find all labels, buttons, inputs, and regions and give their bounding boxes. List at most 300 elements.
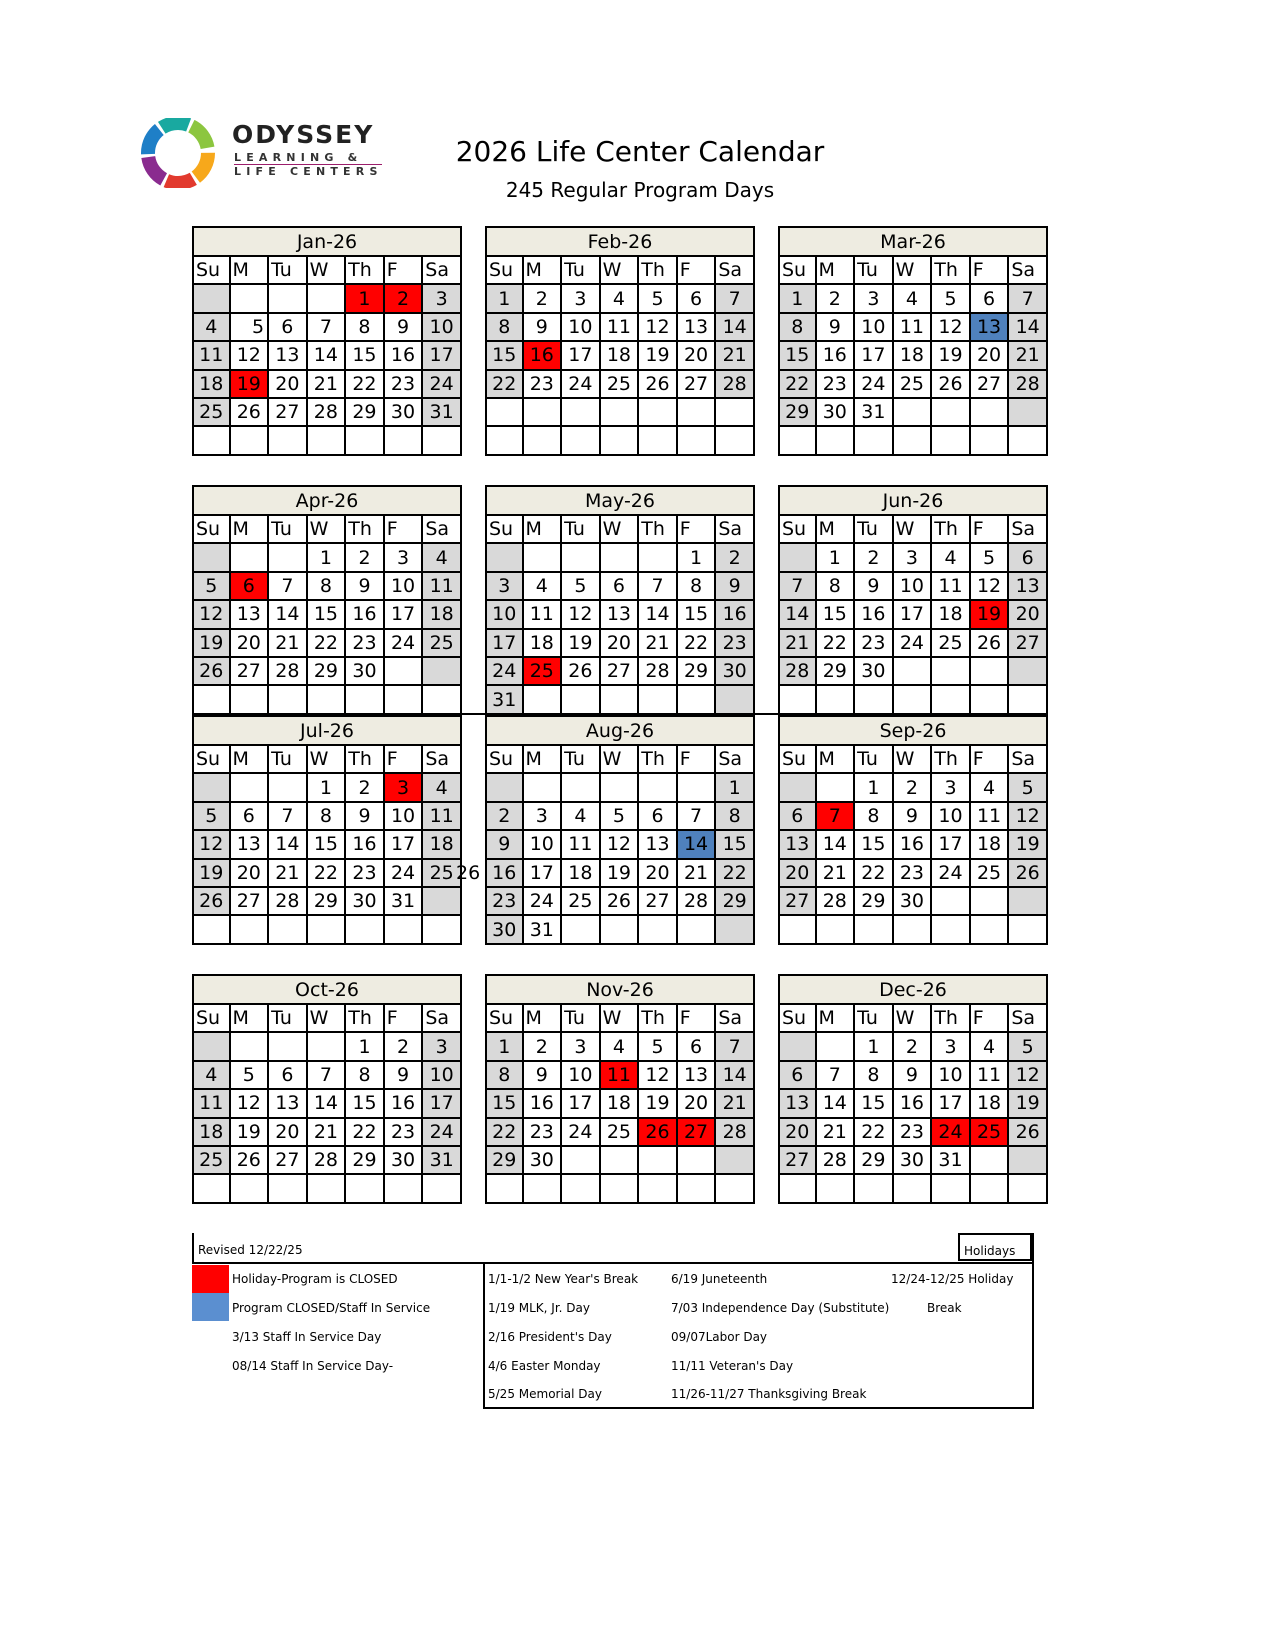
weekday-label: M bbox=[230, 745, 269, 773]
day-cell: 16 bbox=[384, 1089, 423, 1117]
day-cell: 7 bbox=[1008, 284, 1047, 312]
day-cell bbox=[970, 398, 1009, 426]
day-cell: 22 bbox=[715, 859, 754, 887]
day-cell bbox=[523, 685, 562, 713]
day-cell: 19 bbox=[638, 341, 677, 369]
day-cell: 6 bbox=[230, 572, 269, 600]
day-cell: 25 bbox=[970, 859, 1009, 887]
day-cell bbox=[779, 685, 816, 713]
day-cell: 24 bbox=[422, 1118, 461, 1146]
legend-right-rule bbox=[1032, 1233, 1034, 1409]
day-cell: 31 bbox=[422, 1146, 461, 1174]
day-cell bbox=[970, 1174, 1009, 1202]
weekday-label: F bbox=[677, 256, 716, 284]
month-block bbox=[485, 485, 755, 743]
day-cell: 13 bbox=[268, 1089, 307, 1117]
day-cell: 12 bbox=[970, 572, 1009, 600]
day-cell: 25 bbox=[893, 370, 932, 398]
holiday-item: 4/6 Easter Monday bbox=[488, 1359, 601, 1373]
day-cell bbox=[422, 915, 461, 943]
day-cell bbox=[422, 685, 461, 713]
month-title: Sep-26 bbox=[779, 716, 1047, 745]
day-cell: 22 bbox=[307, 859, 346, 887]
day-cell bbox=[779, 426, 816, 454]
weekday-label: W bbox=[600, 745, 639, 773]
day-cell: 14 bbox=[638, 600, 677, 628]
day-cell: 23 bbox=[893, 859, 932, 887]
day-cell bbox=[970, 657, 1009, 685]
day-cell: 28 bbox=[307, 398, 346, 426]
day-cell bbox=[268, 543, 307, 571]
day-cell bbox=[600, 773, 639, 801]
day-cell bbox=[600, 1146, 639, 1174]
day-cell: 17 bbox=[561, 1089, 600, 1117]
day-cell: 14 bbox=[307, 1089, 346, 1117]
weekday-label: W bbox=[600, 256, 639, 284]
weekday-label: Sa bbox=[715, 515, 754, 543]
day-cell bbox=[677, 1146, 716, 1174]
day-cell: 4 bbox=[970, 1032, 1009, 1060]
day-cell: 27 bbox=[638, 887, 677, 915]
day-cell bbox=[345, 1174, 384, 1202]
day-cell: 19 bbox=[193, 859, 230, 887]
day-cell bbox=[193, 915, 230, 943]
day-cell: 9 bbox=[893, 1061, 932, 1089]
day-cell: 19 bbox=[638, 1089, 677, 1117]
day-cell bbox=[931, 398, 970, 426]
day-cell: 8 bbox=[854, 1061, 893, 1089]
day-cell: 17 bbox=[384, 830, 423, 858]
day-cell: 17 bbox=[422, 341, 461, 369]
day-cell: 5 bbox=[193, 572, 230, 600]
weekday-label: Th bbox=[345, 256, 384, 284]
day-cell: 13 bbox=[779, 1089, 816, 1117]
day-cell: 31 bbox=[854, 398, 893, 426]
day-cell bbox=[779, 1174, 816, 1202]
day-cell: 11 bbox=[193, 341, 230, 369]
day-cell bbox=[600, 426, 639, 454]
day-cell: 8 bbox=[715, 802, 754, 830]
day-cell: 14 bbox=[1008, 313, 1047, 341]
day-cell bbox=[715, 685, 754, 713]
day-cell: 18 bbox=[600, 1089, 639, 1117]
day-cell bbox=[486, 543, 523, 571]
page-title: 2026 Life Center Calendar bbox=[455, 135, 825, 168]
day-cell: 26 bbox=[970, 629, 1009, 657]
day-cell: 28 bbox=[715, 1118, 754, 1146]
day-cell: 13 bbox=[638, 830, 677, 858]
day-cell: 24 bbox=[854, 370, 893, 398]
service-swatch bbox=[192, 1293, 229, 1321]
day-cell: 6 bbox=[779, 802, 816, 830]
day-cell: 28 bbox=[638, 657, 677, 685]
day-cell: 16 bbox=[854, 600, 893, 628]
day-cell: 10 bbox=[893, 572, 932, 600]
day-cell: 9 bbox=[345, 572, 384, 600]
day-cell: 7 bbox=[715, 1032, 754, 1060]
day-cell: 6 bbox=[779, 1061, 816, 1089]
day-cell: 4 bbox=[600, 1032, 639, 1060]
day-cell bbox=[193, 773, 230, 801]
day-cell: 18 bbox=[422, 830, 461, 858]
day-cell bbox=[931, 1174, 970, 1202]
day-cell bbox=[893, 426, 932, 454]
day-cell bbox=[422, 657, 461, 685]
day-cell: 2 bbox=[486, 802, 523, 830]
weekday-label: F bbox=[384, 745, 423, 773]
day-cell: 11 bbox=[600, 313, 639, 341]
day-cell: 11 bbox=[600, 1061, 639, 1089]
logo-subline-1: LEARNING & bbox=[234, 151, 363, 164]
day-cell: 6 bbox=[268, 1061, 307, 1089]
day-cell: 18 bbox=[193, 370, 230, 398]
day-cell bbox=[561, 915, 600, 943]
day-cell: 16 bbox=[486, 859, 523, 887]
day-cell: 12 bbox=[1008, 802, 1047, 830]
day-cell: 13 bbox=[600, 600, 639, 628]
day-cell: 10 bbox=[384, 572, 423, 600]
logo-subline-2: LIFE CENTERS bbox=[234, 165, 383, 178]
day-cell: 12 bbox=[193, 600, 230, 628]
day-cell: 2 bbox=[345, 773, 384, 801]
day-cell: 5 bbox=[193, 802, 230, 830]
month-title: Mar-26 bbox=[779, 227, 1047, 256]
weekday-label: F bbox=[970, 745, 1009, 773]
weekday-label: M bbox=[523, 256, 562, 284]
day-cell: 22 bbox=[816, 629, 855, 657]
day-cell bbox=[193, 1032, 230, 1060]
day-cell: 25 bbox=[931, 629, 970, 657]
day-cell: 20 bbox=[677, 1089, 716, 1117]
day-cell: 9 bbox=[486, 830, 523, 858]
day-cell: 15 bbox=[486, 1089, 523, 1117]
month-block bbox=[192, 485, 462, 743]
day-cell: 24 bbox=[931, 1118, 970, 1146]
day-cell: 20 bbox=[600, 629, 639, 657]
day-cell: 8 bbox=[779, 313, 816, 341]
day-cell: 8 bbox=[854, 802, 893, 830]
day-cell: 11 bbox=[931, 572, 970, 600]
day-cell: 29 bbox=[307, 887, 346, 915]
day-cell: 25 bbox=[600, 1118, 639, 1146]
day-cell: 10 bbox=[422, 1061, 461, 1089]
day-cell: 21 bbox=[268, 629, 307, 657]
day-cell: 21 bbox=[268, 859, 307, 887]
day-cell bbox=[486, 426, 523, 454]
weekday-label: Su bbox=[486, 515, 523, 543]
day-cell: 22 bbox=[345, 370, 384, 398]
month-block bbox=[485, 226, 755, 484]
weekday-label: F bbox=[677, 745, 716, 773]
day-cell: 7 bbox=[677, 802, 716, 830]
day-cell: 7 bbox=[715, 284, 754, 312]
month-title: Jul-26 bbox=[193, 716, 461, 745]
day-cell: 16 bbox=[345, 600, 384, 628]
month-block bbox=[778, 485, 1048, 743]
day-cell: 11 bbox=[422, 802, 461, 830]
day-cell: 26 bbox=[1008, 1118, 1047, 1146]
day-cell: 12 bbox=[638, 313, 677, 341]
day-cell bbox=[893, 398, 932, 426]
day-cell: 8 bbox=[486, 313, 523, 341]
day-cell: 12 bbox=[230, 1089, 269, 1117]
day-cell: 16 bbox=[893, 830, 932, 858]
month-block bbox=[778, 226, 1048, 484]
month-title: Apr-26 bbox=[193, 486, 461, 515]
day-cell: 22 bbox=[854, 859, 893, 887]
weekday-label: Th bbox=[638, 1004, 677, 1032]
day-cell bbox=[715, 398, 754, 426]
day-cell: 11 bbox=[893, 313, 932, 341]
day-cell bbox=[230, 773, 269, 801]
day-cell: 4 bbox=[523, 572, 562, 600]
day-cell: 19 bbox=[1008, 1089, 1047, 1117]
day-cell bbox=[1008, 657, 1047, 685]
day-cell: 23 bbox=[345, 629, 384, 657]
day-cell: 29 bbox=[779, 398, 816, 426]
day-cell: 3 bbox=[486, 572, 523, 600]
day-cell bbox=[230, 284, 269, 312]
day-cell: 30 bbox=[523, 1146, 562, 1174]
day-cell bbox=[893, 1174, 932, 1202]
day-cell: 16 bbox=[816, 341, 855, 369]
day-cell: 21 bbox=[816, 859, 855, 887]
day-cell: 3 bbox=[931, 773, 970, 801]
day-cell: 2 bbox=[816, 284, 855, 312]
day-cell: 8 bbox=[486, 1061, 523, 1089]
day-cell: 31 bbox=[486, 685, 523, 713]
weekday-label: Tu bbox=[854, 256, 893, 284]
day-cell bbox=[422, 426, 461, 454]
day-cell: 7 bbox=[816, 1061, 855, 1089]
day-cell bbox=[307, 685, 346, 713]
day-cell: 11 bbox=[970, 1061, 1009, 1089]
day-cell: 23 bbox=[816, 370, 855, 398]
day-cell: 9 bbox=[715, 572, 754, 600]
day-cell: 29 bbox=[854, 1146, 893, 1174]
weekday-label: W bbox=[307, 515, 346, 543]
holiday-item: 5/25 Memorial Day bbox=[488, 1387, 602, 1401]
day-cell: 12 bbox=[600, 830, 639, 858]
month-title: Feb-26 bbox=[486, 227, 754, 256]
day-cell: 2 bbox=[893, 1032, 932, 1060]
legend-staff-day-1: 3/13 Staff In Service Day bbox=[232, 1330, 382, 1344]
day-cell: 21 bbox=[816, 1118, 855, 1146]
day-cell: 4 bbox=[970, 773, 1009, 801]
day-cell bbox=[600, 398, 639, 426]
day-cell bbox=[1008, 887, 1047, 915]
day-cell: 7 bbox=[779, 572, 816, 600]
day-cell: 10 bbox=[486, 600, 523, 628]
day-cell bbox=[677, 685, 716, 713]
day-cell: 2 bbox=[384, 284, 423, 312]
day-cell bbox=[345, 685, 384, 713]
day-cell bbox=[523, 398, 562, 426]
weekday-label: F bbox=[384, 1004, 423, 1032]
weekday-label: W bbox=[893, 1004, 932, 1032]
day-cell: 3 bbox=[561, 284, 600, 312]
weekday-label: W bbox=[893, 745, 932, 773]
day-cell: 8 bbox=[307, 572, 346, 600]
day-cell: 21 bbox=[779, 629, 816, 657]
day-cell: 23 bbox=[384, 370, 423, 398]
day-cell bbox=[268, 426, 307, 454]
day-cell: 16 bbox=[523, 341, 562, 369]
day-cell: 18 bbox=[970, 1089, 1009, 1117]
day-cell: 16 bbox=[893, 1089, 932, 1117]
day-cell: 14 bbox=[715, 313, 754, 341]
day-cell: 23 bbox=[715, 629, 754, 657]
day-cell: 3 bbox=[384, 773, 423, 801]
day-cell: 21 bbox=[1008, 341, 1047, 369]
day-cell bbox=[1008, 426, 1047, 454]
weekday-label: Tu bbox=[268, 256, 307, 284]
day-cell: 3 bbox=[422, 284, 461, 312]
stray-number: 26 bbox=[456, 862, 481, 884]
weekday-label: M bbox=[230, 515, 269, 543]
day-cell bbox=[193, 1174, 230, 1202]
day-cell bbox=[931, 657, 970, 685]
day-cell: 27 bbox=[779, 887, 816, 915]
day-cell bbox=[268, 1174, 307, 1202]
weekday-label: Sa bbox=[715, 256, 754, 284]
day-cell: 15 bbox=[715, 830, 754, 858]
day-cell: 15 bbox=[486, 341, 523, 369]
day-cell: 8 bbox=[677, 572, 716, 600]
day-cell: 9 bbox=[384, 1061, 423, 1089]
revised-date: Revised 12/22/25 bbox=[198, 1243, 303, 1257]
day-cell: 22 bbox=[345, 1118, 384, 1146]
day-cell bbox=[970, 426, 1009, 454]
month-title: Dec-26 bbox=[779, 975, 1047, 1004]
day-cell bbox=[816, 1032, 855, 1060]
day-cell: 3 bbox=[561, 1032, 600, 1060]
day-cell: 11 bbox=[193, 1089, 230, 1117]
day-cell: 1 bbox=[307, 773, 346, 801]
day-cell bbox=[638, 773, 677, 801]
day-cell: 6 bbox=[230, 802, 269, 830]
day-cell: 1 bbox=[307, 543, 346, 571]
logo bbox=[140, 118, 390, 188]
day-cell: 23 bbox=[893, 1118, 932, 1146]
weekday-label: Tu bbox=[268, 1004, 307, 1032]
weekday-label: Su bbox=[193, 745, 230, 773]
day-cell: 14 bbox=[816, 1089, 855, 1117]
day-cell: 8 bbox=[307, 802, 346, 830]
day-cell: 15 bbox=[677, 600, 716, 628]
day-cell bbox=[893, 915, 932, 943]
day-cell: 18 bbox=[970, 830, 1009, 858]
day-cell bbox=[561, 543, 600, 571]
day-cell: 27 bbox=[268, 398, 307, 426]
day-cell bbox=[779, 1032, 816, 1060]
day-cell: 7 bbox=[816, 802, 855, 830]
weekday-label: Tu bbox=[561, 745, 600, 773]
day-cell bbox=[384, 915, 423, 943]
day-cell bbox=[677, 1174, 716, 1202]
day-cell bbox=[561, 398, 600, 426]
day-cell: 2 bbox=[893, 773, 932, 801]
day-cell: 4 bbox=[600, 284, 639, 312]
day-cell: 25 bbox=[970, 1118, 1009, 1146]
day-cell: 1 bbox=[345, 284, 384, 312]
day-cell: 17 bbox=[384, 600, 423, 628]
weekday-label: Tu bbox=[561, 1004, 600, 1032]
day-cell bbox=[854, 426, 893, 454]
day-cell: 20 bbox=[970, 341, 1009, 369]
day-cell bbox=[931, 685, 970, 713]
day-cell: 5 bbox=[1008, 1032, 1047, 1060]
weekday-label: W bbox=[307, 1004, 346, 1032]
day-cell: 22 bbox=[486, 370, 523, 398]
day-cell bbox=[230, 543, 269, 571]
day-cell: 17 bbox=[931, 1089, 970, 1117]
day-cell bbox=[638, 685, 677, 713]
day-cell: 7 bbox=[268, 572, 307, 600]
day-cell: 19 bbox=[1008, 830, 1047, 858]
day-cell bbox=[486, 398, 523, 426]
day-cell: 11 bbox=[422, 572, 461, 600]
day-cell: 19 bbox=[230, 1118, 269, 1146]
day-cell: 29 bbox=[307, 657, 346, 685]
day-cell: 4 bbox=[931, 543, 970, 571]
day-cell: 5 bbox=[561, 572, 600, 600]
day-cell bbox=[384, 426, 423, 454]
day-cell: 10 bbox=[422, 313, 461, 341]
day-cell bbox=[345, 915, 384, 943]
day-cell: 1 bbox=[779, 284, 816, 312]
day-cell: 24 bbox=[422, 370, 461, 398]
day-cell bbox=[1008, 1146, 1047, 1174]
holiday-item: 2/16 President's Day bbox=[488, 1330, 612, 1344]
day-cell bbox=[970, 685, 1009, 713]
weekday-label: Sa bbox=[715, 1004, 754, 1032]
day-cell: 11 bbox=[970, 802, 1009, 830]
day-cell: 1 bbox=[854, 773, 893, 801]
day-cell: 20 bbox=[677, 341, 716, 369]
day-cell: 29 bbox=[345, 398, 384, 426]
day-cell bbox=[893, 657, 932, 685]
day-cell bbox=[422, 887, 461, 915]
day-cell: 21 bbox=[677, 859, 716, 887]
day-cell: 14 bbox=[677, 830, 716, 858]
day-cell: 19 bbox=[561, 629, 600, 657]
day-cell: 30 bbox=[345, 887, 384, 915]
day-cell: 21 bbox=[715, 1089, 754, 1117]
day-cell bbox=[854, 915, 893, 943]
holiday-item: 12/24-12/25 Holiday bbox=[891, 1272, 1014, 1286]
day-cell: 17 bbox=[561, 341, 600, 369]
day-cell: 10 bbox=[561, 313, 600, 341]
day-cell bbox=[561, 1146, 600, 1174]
day-cell: 28 bbox=[715, 370, 754, 398]
day-cell: 6 bbox=[677, 1032, 716, 1060]
day-cell: 20 bbox=[230, 859, 269, 887]
day-cell: 24 bbox=[561, 1118, 600, 1146]
day-cell: 25 bbox=[523, 657, 562, 685]
day-cell bbox=[230, 1032, 269, 1060]
day-cell: 15 bbox=[307, 830, 346, 858]
day-cell bbox=[384, 685, 423, 713]
holiday-item: 1/1-1/2 New Year's Break bbox=[488, 1272, 639, 1286]
divider-line bbox=[450, 713, 780, 715]
holiday-list-left-rule bbox=[483, 1262, 485, 1409]
day-cell bbox=[715, 1146, 754, 1174]
weekday-label: Tu bbox=[268, 745, 307, 773]
day-cell: 28 bbox=[677, 887, 716, 915]
day-cell bbox=[307, 915, 346, 943]
day-cell: 26 bbox=[561, 657, 600, 685]
